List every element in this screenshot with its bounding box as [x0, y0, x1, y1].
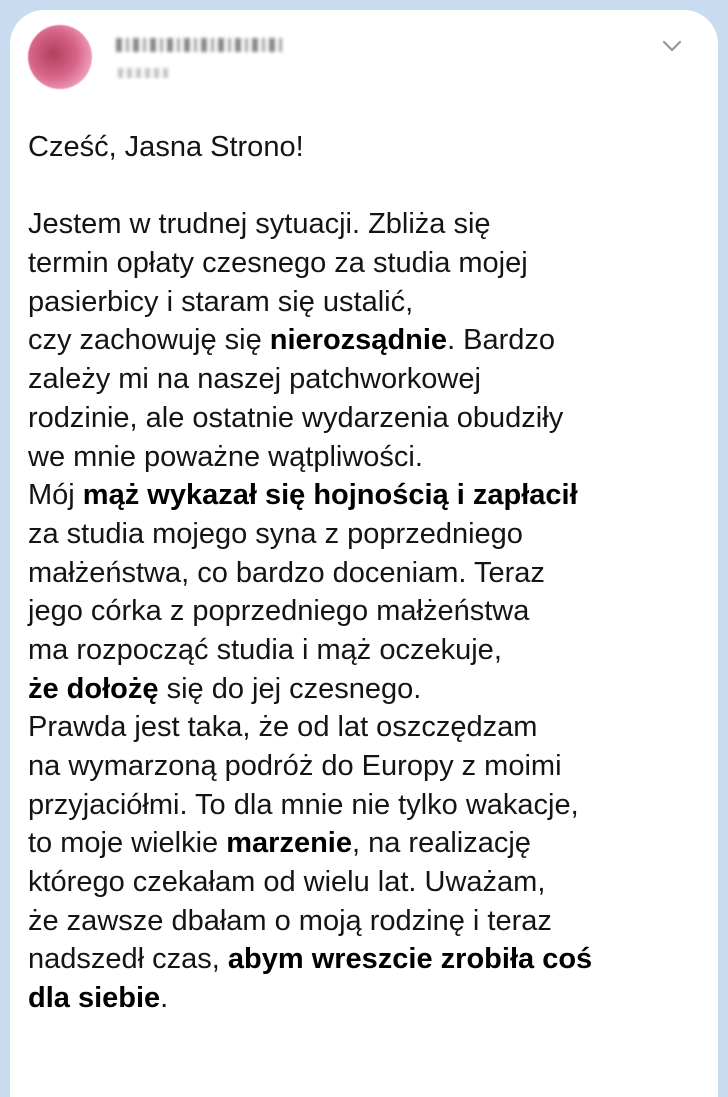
- text-segment: ma rozpocząć studia i mąż oczekuje,: [28, 633, 502, 666]
- message-line: [28, 631, 703, 670]
- text-segment: na wymarzoną podróż do Europy z moimi: [28, 750, 562, 782]
- bold-text: że dołożę: [28, 672, 159, 705]
- text-segment: że zawsze dbałam o moją rodzinę i teraz: [28, 904, 552, 937]
- avatar[interactable]: [28, 25, 92, 89]
- text-segment: pasierbicy i staram się ustalić,: [28, 285, 414, 318]
- text-segment: to moje wielkie: [28, 827, 227, 860]
- text-segment: we mnie poważne wątpliwości.: [28, 440, 423, 473]
- text-segment: się do jej czesnego.: [158, 672, 422, 705]
- message-line: [28, 205, 703, 244]
- message-line: [28, 670, 703, 709]
- greeting-line: Cześć, Jasna Strono!: [28, 131, 304, 163]
- text-segment: nadszedł czas,: [28, 943, 228, 976]
- message-line: [28, 979, 703, 1018]
- text-segment: Prawda jest taka, że od lat oszczędzam: [28, 711, 538, 744]
- message-line: [28, 824, 703, 863]
- tweet-card: [10, 10, 718, 1097]
- text-segment: za studia mojego syna z poprzedniego: [28, 517, 523, 550]
- text-segment: Jestem w trudnej sytuacji. Zbliża się: [28, 208, 491, 241]
- message-line: [28, 321, 703, 360]
- text-segment: czy zachowuję się: [28, 324, 270, 357]
- message-line: [28, 515, 703, 554]
- message-line: [28, 438, 703, 477]
- message-line: [28, 476, 703, 515]
- text-segment: rodzinie, ale ostatnie wydarzenia obudziły: [28, 401, 564, 434]
- message-line: [28, 863, 703, 902]
- blank-line: [28, 167, 703, 206]
- message-line: [28, 283, 703, 322]
- message-line: [28, 399, 703, 438]
- tweet-text: [28, 128, 703, 1018]
- message-line: [28, 747, 703, 786]
- blurred-display-name[interactable]: [116, 38, 286, 52]
- bold-text: nierozsądnie: [269, 324, 448, 357]
- text-segment: zależy mi na naszej patchworkowej: [28, 363, 481, 396]
- text-segment: małżeństwa, co bardzo doceniam. Teraz: [28, 556, 545, 589]
- bold-text: dla siebie: [28, 982, 161, 1015]
- message-line: [28, 902, 703, 941]
- chevron-down-icon[interactable]: [658, 32, 686, 60]
- message-line: [28, 786, 703, 825]
- text-segment: przyjaciółmi. To dla mnie nie tylko wakacje,: [28, 788, 579, 821]
- message-line: [28, 592, 703, 631]
- message-line: [28, 244, 703, 283]
- message-lines: [28, 205, 703, 1017]
- blurred-username[interactable]: [118, 68, 170, 78]
- text-segment: termin opłaty czesnego za studia mojej: [28, 247, 528, 280]
- message-line: [28, 554, 703, 593]
- text-segment: , na realizację: [351, 827, 531, 860]
- text-segment: . Bardzo: [447, 324, 556, 357]
- bold-text: abym wreszcie zrobiła coś: [227, 943, 593, 976]
- text-segment: którego czekałam od wielu lat. Uważam,: [28, 866, 546, 899]
- message-line: [28, 708, 703, 747]
- bold-text: marzenie: [226, 827, 352, 860]
- message-line: [28, 360, 703, 399]
- bold-text: mąż wykazał się hojnością i zapłacił: [82, 479, 578, 512]
- text-segment: Mój: [28, 479, 83, 512]
- text-segment: jego córka z poprzedniego małżeństwa: [28, 595, 530, 628]
- message-line: [28, 940, 703, 979]
- text-segment: .: [160, 982, 169, 1015]
